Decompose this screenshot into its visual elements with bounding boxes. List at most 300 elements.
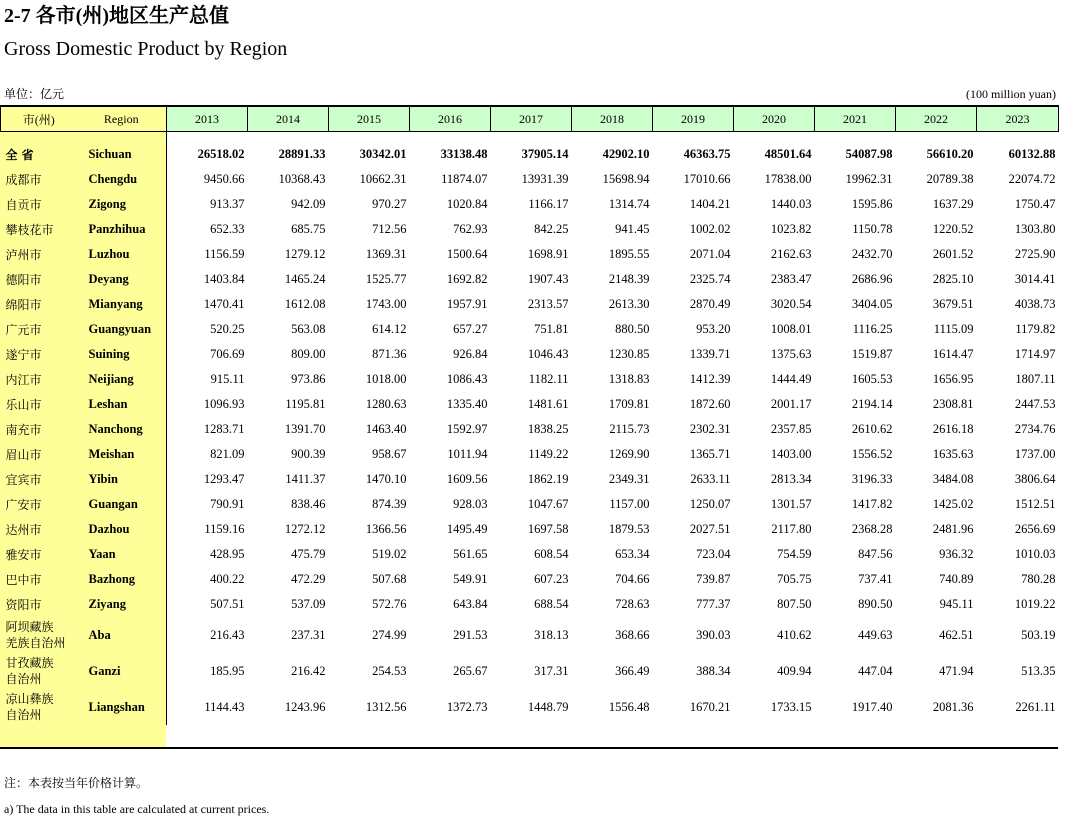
cell-value: 705.75	[777, 572, 812, 586]
header-year-2019: 2019	[653, 106, 734, 132]
cell-value: 1495.49	[446, 522, 488, 536]
cell-value: 2027.51	[689, 522, 731, 536]
cell-value: 2368.28	[851, 522, 893, 536]
table-row	[1, 167, 1059, 192]
cell-value: 607.23	[534, 572, 569, 586]
header-year-2016: 2016	[410, 106, 491, 132]
cell-value: 740.89	[939, 572, 974, 586]
cell-value: 685.75	[291, 222, 326, 236]
cell-value: 520.25	[167, 317, 248, 342]
cell-value: 409.94	[777, 663, 812, 678]
header-row	[1, 106, 1059, 132]
header-year-2017: 2017	[491, 106, 572, 132]
gdp-table-container	[0, 105, 1058, 750]
cell-value: 1556.48	[608, 699, 650, 714]
cell-value: 1220.52	[932, 222, 974, 236]
cell-value: 1872.60	[689, 397, 731, 411]
cell-value: 1556.52	[851, 447, 893, 461]
row-city-cn: 资阳市	[5, 598, 42, 612]
cell-value: 2081.36	[932, 699, 974, 714]
cell-value: 2357.85	[770, 422, 812, 436]
row-region-en: Suining	[88, 347, 130, 361]
row-region-en: Zigong	[88, 197, 127, 211]
cell-value: 1023.82	[770, 222, 812, 236]
row-city-cn: 乐山市	[5, 398, 42, 412]
cell-value: 1403.00	[770, 447, 812, 461]
cell-value: 1301.57	[770, 497, 812, 511]
cell-value: 874.39	[372, 497, 407, 511]
cell-value: 185.95	[167, 653, 248, 689]
cell-value: 1957.91	[446, 297, 488, 311]
cell-value: 807.50	[777, 597, 812, 611]
cell-value: 2481.96	[932, 522, 974, 536]
cell-value: 1714.97	[1014, 347, 1056, 361]
table-row	[1, 192, 1059, 217]
cell-value: 2001.17	[770, 397, 812, 411]
row-city-cn-line2: 自治州	[5, 708, 42, 722]
cell-value: 1303.80	[1014, 222, 1056, 236]
table-body	[1, 132, 1059, 726]
table-bottom-rule	[0, 747, 1058, 749]
cell-value: 838.46	[291, 497, 326, 511]
table-row	[1, 689, 1059, 725]
header-year-2014: 2014	[248, 106, 329, 132]
cell-value: 318.13	[534, 627, 569, 642]
cell-value: 572.76	[372, 597, 407, 611]
cell-value: 1692.82	[446, 272, 488, 286]
row-city-cn: 绵阳市	[5, 298, 42, 312]
cell-value: 842.25	[534, 222, 569, 236]
cell-value: 1635.63	[932, 447, 974, 461]
cell-value: 1366.56	[365, 522, 407, 536]
row-region-en: Guangyuan	[88, 322, 152, 336]
cell-value: 1115.09	[933, 322, 974, 336]
header-region: Region	[77, 106, 167, 132]
cell-value: 1179.82	[1015, 322, 1056, 336]
cell-value: 1156.59	[167, 242, 248, 267]
cell-value: 1372.73	[446, 699, 488, 714]
cell-value: 1230.85	[608, 347, 650, 361]
cell-value: 2349.31	[608, 472, 650, 486]
table-row	[1, 142, 1059, 167]
unit-label-en: (100 million yuan)	[966, 87, 1056, 101]
cell-value: 1149.22	[528, 447, 569, 461]
cell-value: 472.29	[291, 572, 326, 586]
cell-value: 1293.47	[167, 467, 248, 492]
cell-value: 2656.69	[1014, 522, 1056, 536]
cell-value: 4038.73	[1014, 297, 1056, 311]
cell-value: 2725.90	[1014, 247, 1056, 261]
cell-value: 1592.97	[446, 422, 488, 436]
row-region-en: Chengdu	[88, 172, 138, 186]
header-year-2021: 2021	[815, 106, 896, 132]
cell-value: 1838.25	[527, 422, 569, 436]
cell-value: 17838.00	[764, 172, 812, 186]
cell-value: 17010.66	[683, 172, 731, 186]
cell-value: 1404.21	[689, 197, 731, 211]
cell-value: 1318.83	[608, 372, 650, 386]
cell-value: 1144.43	[167, 689, 248, 725]
cell-value: 254.53	[372, 663, 407, 678]
table-row	[1, 342, 1059, 367]
unit-label-cn: 单位：亿元	[4, 87, 65, 101]
row-city-cn: 广安市	[5, 498, 42, 512]
cell-value: 2610.62	[851, 422, 893, 436]
cell-value: 54087.98	[845, 147, 893, 161]
cell-value: 1166.17	[528, 197, 569, 211]
cell-value: 216.42	[291, 663, 326, 678]
cell-value: 1862.19	[527, 472, 569, 486]
row-region-en: Mianyang	[88, 297, 143, 311]
cell-value: 1018.00	[365, 372, 407, 386]
cell-value: 1737.00	[1014, 447, 1056, 461]
cell-value: 936.32	[939, 547, 974, 561]
cell-value: 1195.81	[285, 397, 326, 411]
cell-value: 1417.82	[851, 497, 893, 511]
cell-value: 1463.40	[365, 422, 407, 436]
cell-value: 274.99	[372, 627, 407, 642]
cell-value: 1283.71	[167, 417, 248, 442]
cell-value: 3404.05	[851, 297, 893, 311]
row-city-cn-line1: 凉山彝族	[5, 692, 54, 706]
cell-value: 1314.74	[608, 197, 650, 211]
cell-value: 503.19	[1021, 627, 1056, 642]
cell-value: 941.45	[615, 222, 650, 236]
cell-value: 11874.07	[441, 172, 488, 186]
cell-value: 1448.79	[527, 699, 569, 714]
cell-value: 1011.94	[447, 447, 488, 461]
cell-value: 561.65	[453, 547, 488, 561]
row-city-cn: 内江市	[5, 373, 42, 387]
cell-value: 614.12	[372, 322, 407, 336]
cell-value: 1907.43	[527, 272, 569, 286]
cell-value: 942.09	[291, 197, 326, 211]
cell-value: 366.49	[615, 663, 650, 678]
cell-value: 1612.08	[284, 297, 326, 311]
cell-value: 1279.12	[284, 247, 326, 261]
cell-value: 2115.73	[609, 422, 650, 436]
row-region-en: Leshan	[88, 397, 128, 411]
cell-value: 2870.49	[689, 297, 731, 311]
cell-value: 2432.70	[851, 247, 893, 261]
cell-value: 1272.12	[284, 522, 326, 536]
cell-value: 1391.70	[284, 422, 326, 436]
cell-value: 2825.10	[932, 272, 974, 286]
table-row	[1, 542, 1059, 567]
cell-value: 2447.53	[1014, 397, 1056, 411]
cell-value: 739.87	[696, 572, 731, 586]
cell-value: 30342.01	[359, 147, 407, 161]
cell-value: 712.56	[372, 222, 407, 236]
cell-value: 15698.94	[602, 172, 650, 186]
cell-value: 563.08	[291, 322, 326, 336]
cell-value: 2613.30	[608, 297, 650, 311]
cell-value: 1807.11	[1015, 372, 1056, 386]
cell-value: 1733.15	[770, 699, 812, 714]
cell-value: 1500.64	[446, 247, 488, 261]
cell-value: 10662.31	[359, 172, 407, 186]
cell-value: 880.50	[615, 322, 650, 336]
cell-value: 1750.47	[1014, 197, 1056, 211]
cell-value: 368.66	[615, 627, 650, 642]
row-region-en: Guangan	[88, 497, 138, 511]
row-region-en: Ganzi	[88, 663, 121, 678]
cell-value: 20789.38	[926, 172, 974, 186]
cell-value: 19962.31	[845, 172, 893, 186]
cell-value: 1008.01	[770, 322, 812, 336]
cell-value: 737.41	[858, 572, 893, 586]
cell-value: 519.02	[372, 547, 407, 561]
cell-value: 1697.58	[527, 522, 569, 536]
table-row	[1, 517, 1059, 542]
cell-value: 928.03	[453, 497, 488, 511]
cell-value: 1096.93	[167, 392, 248, 417]
row-city-cn-line1: 阿坝藏族	[5, 620, 54, 634]
cell-value: 652.33	[167, 217, 248, 242]
cell-value: 777.37	[696, 597, 731, 611]
table-row	[1, 492, 1059, 517]
cell-value: 37905.14	[521, 147, 569, 161]
cell-value: 2162.63	[770, 247, 812, 261]
cell-value: 900.39	[291, 447, 326, 461]
cell-value: 2383.47	[770, 272, 812, 286]
cell-value: 754.59	[777, 547, 812, 561]
gdp-table	[0, 105, 1059, 725]
row-region-en: Neijiang	[88, 372, 134, 386]
row-region-en: Nanchong	[88, 422, 143, 436]
cell-value: 42902.10	[602, 147, 650, 161]
cell-value: 549.91	[453, 572, 488, 586]
cell-value: 1595.86	[851, 197, 893, 211]
cell-value: 1709.81	[608, 397, 650, 411]
cell-value: 537.09	[291, 597, 326, 611]
row-city-cn: 巴中市	[5, 573, 42, 587]
cell-value: 1150.78	[852, 222, 893, 236]
table-row	[1, 242, 1059, 267]
cell-value: 22074.72	[1008, 172, 1056, 186]
header-year-2018: 2018	[572, 106, 653, 132]
cell-value: 28891.33	[278, 147, 326, 161]
cell-value: 1280.63	[365, 397, 407, 411]
cell-value: 926.84	[453, 347, 488, 361]
cell-value: 704.66	[615, 572, 650, 586]
cell-value: 3014.41	[1014, 272, 1056, 286]
table-row	[1, 617, 1059, 653]
cell-value: 390.03	[696, 627, 731, 642]
cell-value: 1470.10	[365, 472, 407, 486]
row-region-en: Yaan	[88, 547, 116, 561]
cell-value: 1182.11	[528, 372, 569, 386]
cell-value: 13931.39	[521, 172, 569, 186]
cell-value: 1339.71	[689, 347, 731, 361]
cell-value: 1157.00	[609, 497, 650, 511]
cell-value: 2734.76	[1014, 422, 1056, 436]
cell-value: 3484.08	[932, 472, 974, 486]
cell-value: 48501.64	[764, 147, 812, 161]
cell-value: 1403.84	[167, 267, 248, 292]
table-row	[1, 467, 1059, 492]
cell-value: 513.35	[1021, 663, 1056, 678]
cell-value: 2148.39	[608, 272, 650, 286]
cell-value: 1525.77	[365, 272, 407, 286]
cell-value: 3679.51	[932, 297, 974, 311]
header-year-2023: 2023	[977, 106, 1059, 132]
cell-value: 790.91	[167, 492, 248, 517]
cell-value: 1086.43	[446, 372, 488, 386]
row-city-cn: 南充市	[5, 423, 42, 437]
cell-value: 471.94	[939, 663, 974, 678]
cell-value: 1020.84	[446, 197, 488, 211]
cell-value: 1917.40	[851, 699, 893, 714]
cell-value: 780.28	[1021, 572, 1056, 586]
row-city-cn: 宜宾市	[5, 473, 42, 487]
cell-value: 1010.03	[1014, 547, 1056, 561]
cell-value: 913.37	[167, 192, 248, 217]
cell-value: 33138.48	[440, 147, 488, 161]
cell-value: 2194.14	[851, 397, 893, 411]
cell-value: 265.67	[453, 663, 488, 678]
row-region-en: Ziyang	[88, 597, 127, 611]
cell-value: 428.95	[167, 542, 248, 567]
cell-value: 847.56	[858, 547, 893, 561]
table-row	[1, 392, 1059, 417]
table-row	[1, 567, 1059, 592]
row-city-cn	[1, 689, 77, 725]
cell-value: 1269.90	[608, 447, 650, 461]
cell-value: 723.04	[696, 547, 731, 561]
cell-value: 507.51	[167, 592, 248, 617]
table-row	[1, 592, 1059, 617]
row-city-cn: 全 省	[5, 148, 34, 162]
cell-value: 958.67	[372, 447, 407, 461]
cell-value: 1159.16	[167, 517, 248, 542]
row-city-cn	[1, 653, 77, 689]
cell-value: 1609.56	[446, 472, 488, 486]
cell-value: 608.54	[534, 547, 569, 561]
cell-value: 3196.33	[851, 472, 893, 486]
table-row	[1, 653, 1059, 689]
row-city-cn: 眉山市	[5, 448, 42, 462]
row-city-cn-line2: 羌族自治州	[5, 636, 66, 650]
cell-value: 2308.81	[932, 397, 974, 411]
cell-value: 1365.71	[689, 447, 731, 461]
cell-value: 1614.47	[932, 347, 974, 361]
cell-value: 3020.54	[770, 297, 812, 311]
table-row	[1, 267, 1059, 292]
cell-value: 1019.22	[1014, 597, 1056, 611]
row-city-cn: 自贡市	[5, 198, 42, 212]
cell-value: 728.63	[615, 597, 650, 611]
row-region-en: Deyang	[88, 272, 129, 286]
cell-value: 2117.80	[771, 522, 812, 536]
cell-value: 1425.02	[932, 497, 974, 511]
cell-value: 973.86	[291, 372, 326, 386]
cell-value: 2261.11	[1015, 699, 1056, 714]
row-city-cn: 成都市	[5, 173, 42, 187]
cell-value: 1250.07	[689, 497, 731, 511]
page-title-en: Gross Domestic Product by Region	[4, 38, 288, 60]
cell-value: 2071.04	[689, 247, 731, 261]
cell-value: 751.81	[534, 322, 569, 336]
cell-value: 1670.21	[689, 699, 731, 714]
cell-value: 26518.02	[167, 142, 248, 167]
row-region-en: Yibin	[88, 472, 118, 486]
row-region-en: Panzhihua	[88, 222, 146, 236]
header-year-2013: 2013	[167, 106, 248, 132]
table-row	[1, 217, 1059, 242]
cell-value: 2601.52	[932, 247, 974, 261]
row-region-en: Liangshan	[88, 699, 145, 714]
cell-value: 657.27	[453, 322, 488, 336]
cell-value: 507.68	[372, 572, 407, 586]
cell-value: 1743.00	[365, 297, 407, 311]
footnote-en: a) The data in this table are calculated at current prices.	[4, 802, 270, 816]
cell-value: 2633.11	[690, 472, 731, 486]
cell-value: 3806.64	[1014, 472, 1056, 486]
row-region-en: Luzhou	[88, 247, 130, 261]
table-row	[1, 292, 1059, 317]
cell-value: 2686.96	[851, 272, 893, 286]
cell-value: 237.31	[291, 627, 326, 642]
cell-value: 2302.31	[689, 422, 731, 436]
cell-value: 809.00	[291, 347, 326, 361]
cell-value: 400.22	[167, 567, 248, 592]
table-row	[1, 367, 1059, 392]
header-year-2022: 2022	[896, 106, 977, 132]
cell-value: 953.20	[696, 322, 731, 336]
row-region-en: Aba	[88, 627, 111, 642]
row-region-en: Sichuan	[88, 147, 132, 161]
row-city-cn: 攀枝花市	[5, 223, 54, 237]
cell-value: 1637.29	[932, 197, 974, 211]
cell-value: 2813.34	[770, 472, 812, 486]
row-region-en: Meishan	[88, 447, 135, 461]
row-city-cn: 雅安市	[5, 548, 42, 562]
row-city-cn: 广元市	[5, 323, 42, 337]
cell-value: 821.09	[167, 442, 248, 467]
cell-value: 1335.40	[446, 397, 488, 411]
row-region-en: Dazhou	[88, 522, 130, 536]
cell-value: 1465.24	[284, 272, 326, 286]
cell-value: 1312.56	[365, 699, 407, 714]
cell-value: 9450.66	[167, 167, 248, 192]
cell-value: 2313.57	[527, 297, 569, 311]
cell-value: 1375.63	[770, 347, 812, 361]
row-region-en: Bazhong	[88, 572, 136, 586]
cell-value: 1243.96	[284, 699, 326, 714]
cell-value: 1656.95	[932, 372, 974, 386]
table-row	[1, 442, 1059, 467]
cell-value: 46363.75	[683, 147, 731, 161]
table-row	[1, 417, 1059, 442]
cell-value: 1116.25	[852, 322, 893, 336]
cell-value: 945.11	[939, 597, 974, 611]
cell-value: 449.63	[858, 627, 893, 642]
cell-value: 447.04	[858, 663, 893, 678]
cell-value: 1512.51	[1014, 497, 1056, 511]
page-title-cn: 2-7 各市(州)地区生产总值	[4, 5, 229, 27]
cell-value: 706.69	[167, 342, 248, 367]
cell-value: 871.36	[372, 347, 407, 361]
cell-value: 2325.74	[689, 272, 731, 286]
row-city-cn: 德阳市	[5, 273, 42, 287]
cell-value: 2616.18	[932, 422, 974, 436]
cell-value: 1440.03	[770, 197, 812, 211]
cell-value: 1444.49	[770, 372, 812, 386]
row-city-cn: 达州市	[5, 523, 42, 537]
cell-value: 317.31	[534, 663, 569, 678]
cell-value: 56610.20	[926, 147, 974, 161]
